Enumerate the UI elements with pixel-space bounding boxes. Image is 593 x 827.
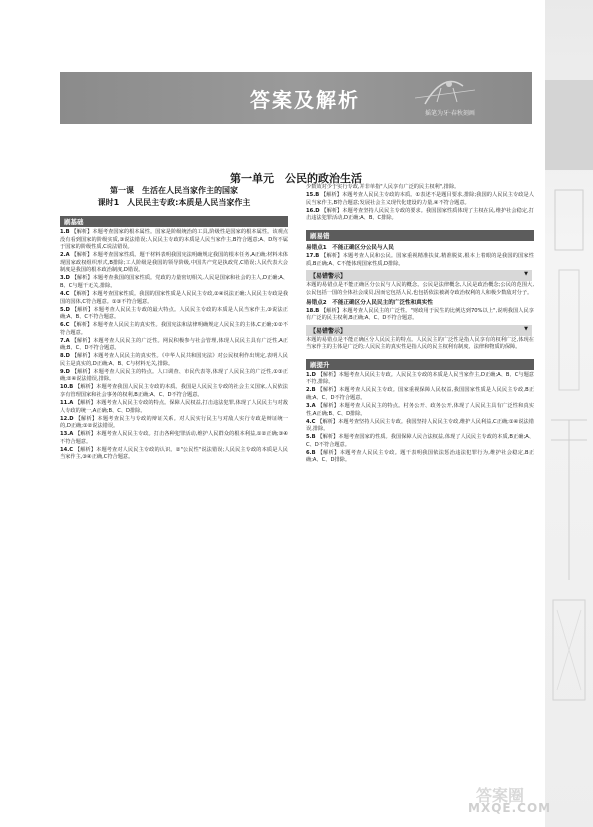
answer-number: 17.B — [306, 253, 322, 260]
answer-number: 6.B — [306, 449, 318, 456]
answer-explanation: 【解析】本题考查人民民主专政。打击各种犯罪活动,维护人民群众的根本利益,①②正确;③④不符合题意。 — [60, 431, 288, 445]
answer-item — [306, 403, 534, 418]
top-margin — [0, 0, 593, 70]
side-tab — [545, 80, 593, 170]
answer-explanation: 【解析】本题考查民主与专政的辩证关系。对人民实行民主与对敌人实行专政是辩证统一的,D正确;①②说法错误。 — [60, 415, 288, 430]
answer-explanation: 【解析】本题考查国家的根本属性。国家是阶级统治的工具,阶级性是国家的根本属性。该观点没有看到国家的阶级实质,③说法错误;人民民主专政的本质是人民当家作主,B符合题意;A、D均不属于国家的阶级性质,C说法错误。 — [60, 229, 289, 251]
answer-item — [60, 252, 288, 275]
answer-number: 3.D — [60, 275, 72, 282]
answer-number: 1.B — [60, 229, 72, 235]
answer-item — [306, 450, 534, 465]
answer-item — [60, 400, 288, 415]
answer-number: 2.B — [306, 387, 318, 394]
answer-explanation: 【解析】本题考查人民民主专政。国家重视保障人民权益,我国国家性质是人民民主专政,B正确;A、C、D不符合题意。 — [306, 387, 535, 402]
answer-item — [306, 434, 534, 449]
answer-number: 5.B — [306, 434, 318, 441]
answer-explanation: 【解析】本题考查我国的国家性质。党政的力量密切相关,人民是国家和社会的主人,D正确;A、B、C与题干无关,排除。 — [60, 275, 288, 289]
watermark-logo: 答案圈 — [476, 786, 525, 805]
answer-explanation: 【解析】本题考查人民民主专政。人民民主专政的本质是人民当家作主,D正确;A、B、C与题意不符,排除。 — [306, 371, 534, 386]
triangle-down-icon: ▼ — [524, 271, 528, 278]
answer-number: 14.C — [60, 446, 75, 453]
answer-number: 8.D — [60, 353, 72, 360]
answer-explanation: 【解析】本题考查坚持人民民主专政的要求。我国国家性质体现了主权在民,维护社会稳定,打击违法犯罪活动,D正确;A、B、C排除。 — [306, 207, 534, 222]
answer-item — [306, 308, 534, 323]
answer-item — [306, 253, 534, 268]
answer-item — [306, 192, 534, 207]
answer-explanation: 【解析】本题考查对人民民主专政的认识。②"公民性"说法错误;人民民主专政的本质是人民当家作主,③④正确,C符合题意。 — [60, 446, 288, 461]
calligraphy-figure-icon — [405, 76, 485, 106]
answer-explanation: 【解析】本题考查人民民主的真实性。我国宪法和法律明确规定人民民主的主体,C正确;①②不符合题意。 — [60, 322, 288, 336]
answer-explanation: 【解析】本题考查人民民主的特点。人口调查、市民代表等,体现了人民民主的广泛性,①③正确;②④说法错误,排除。 — [60, 368, 288, 383]
title-banner — [60, 72, 532, 124]
banner-subtitle: 摇笔为牙·春秋刻画 — [425, 110, 475, 117]
answer-item — [60, 275, 288, 290]
warning-title-1: 【易错警示】 — [310, 273, 347, 281]
watermark-text: MXQE.COM — [468, 801, 552, 815]
answer-number: 9.D — [60, 368, 72, 375]
right-column — [306, 184, 534, 465]
warning-title-2: 【易错警示】 — [310, 327, 347, 335]
unit-title: 第一单元 公民的政治生活 — [230, 172, 362, 185]
triangle-down-icon: ▼ — [524, 325, 528, 332]
warning-text-2: 本题的易错点是不能正确区分人民民主的特点。人民民主的广泛性是指人民享有的权利广泛,体现在当家作主的主体是广泛的;人民民主的真实性是指人民的民主权利有制度、法律和物质的保障。 — [306, 336, 534, 351]
warning-bar-2 — [306, 325, 532, 336]
answer-item — [306, 208, 534, 223]
answer-item — [60, 291, 288, 306]
right-question-list-a — [306, 192, 534, 223]
answer-number: 18.B — [306, 307, 322, 314]
answer-number: 2.A — [60, 252, 72, 259]
answer-item — [60, 384, 288, 399]
answer-explanation: 【解析】本题考查坚持人民民主专政。我国坚持人民民主专政,维护人民利益,C正确;①④说法错误,排除。 — [306, 418, 534, 433]
answer-explanation: 【解析】本题考查人民民主的广泛性。"财政用于民生的比例达到70%以上",说明我国人民享有广泛的民主权利,B正确;A、C、D不符合题意。 — [306, 307, 534, 322]
answer-explanation: 【解析】本题考查国家性质。题干材料表明我国宪法明确规定我国的根本任务,A正确;材料未体现国家政权组织形式,B排除;工人阶级是我国的领导阶级,中国共产党是执政党,C错误;人民代表大会制度是我国的根本政治制度,D错误。 — [60, 252, 288, 274]
answer-number: 12.D — [60, 415, 76, 422]
answer-number: 4.C — [306, 418, 318, 425]
answer-item — [60, 338, 288, 353]
answer-explanation: 【解析】本题考查国家的性质。我国保障人民合法权益,体现了人民民主专政的本质,B正确;A、C、D不符合题意。 — [306, 434, 535, 448]
answer-item — [60, 416, 288, 431]
answer-number: 15.B — [306, 191, 322, 198]
error-point-2: 易错点2 不能正确区分人民民主的广泛性和真实性 — [306, 299, 433, 306]
answer-item — [306, 387, 534, 402]
answer-number: 5.D — [60, 306, 72, 313]
answer-explanation: 【解析】本题考查国家性质。我国的国家性质是人民民主专政,②④说法正确;人民民主专政是我国的国体,C符合题意。①③不符合题意。 — [60, 290, 289, 305]
site-watermark — [468, 783, 558, 823]
left-column — [60, 184, 288, 462]
section-error-bar: 刷易错 — [306, 230, 534, 241]
banner-title: 答案及解析 — [250, 88, 360, 112]
answer-explanation: 【解析】本题考查人民民主的真实性。《中华人民共和国宪法》对公民权利作出规定,表明人民民主是真实的,D正确;A、B、C与材料无关,排除。 — [60, 353, 288, 367]
continued-text: 少数效对少于实行专政,并非单指"人民享有广泛的民主权利",排除。 — [306, 184, 460, 190]
answer-number: 4.C — [60, 290, 72, 297]
section-improve-bar: 刷提升 — [306, 359, 534, 370]
answer-number: 13.A — [60, 431, 76, 438]
answer-item — [306, 372, 534, 387]
answer-number: 7.A — [60, 337, 72, 344]
answer-item — [60, 307, 288, 322]
right-question-list-d — [306, 372, 534, 465]
answer-item — [306, 419, 534, 434]
answer-number: 16.D — [306, 207, 322, 214]
warning-text-1: 本题的易错点是不能正确区分公民与人民的概念。公民是法律概念,人民是政治概念;公民的范围大,公民包括一国的全体社会成员,因而它包括人民,也包括依法被剥夺政治权利的人和极少数敌对分子。 — [306, 282, 534, 296]
answer-explanation: 【解析】本题考查我国人民民主专政的本质。我国是人民民主专政的社会主义国家,人民依法享有管理国家和社会事务的权利,B正确;A、C、D不符合题意。 — [60, 384, 288, 398]
right-question-list-b — [306, 253, 534, 268]
side-building-pattern-icon — [549, 180, 589, 740]
lesson-title: 第一课 生活在人民当家作主的国家 — [110, 186, 238, 195]
right-question-list-c — [306, 308, 534, 323]
answer-explanation: 【解析】本题考查人民民主的广泛性。网民积极参与社会管理,体现人民民主具有广泛性,A正确;B、C、D不符合题意。 — [60, 337, 288, 352]
answer-item — [60, 229, 288, 252]
answer-number: 11.A — [60, 399, 76, 406]
section-basic-bar: 刷基础 — [60, 216, 288, 227]
answer-item — [60, 322, 288, 337]
answer-explanation: 【解析】本题考查人民民主的特点。村务公开、政务公开,体现了人民民主具有广泛性和真实性,A正确;B、C、D排除。 — [306, 403, 534, 417]
answer-item — [60, 369, 288, 384]
answer-number: 6.C — [60, 322, 72, 329]
answer-explanation: 【解析】本题考查人民和公民。国家重视精准扶贫,精准脱贫,根本上着眼的是我国的国家性质,B正确;A、C不能体现国家性质,D排除。 — [306, 253, 534, 267]
left-question-list — [60, 229, 288, 462]
answer-number: 1.D — [306, 371, 318, 378]
answer-item — [60, 353, 288, 368]
answer-explanation: 【解析】本题考查人民民主专政的本质。①表述不是题目要求,排除;我国的人民民主专政是人民当家作主,B符合题意;发展社会主义现代化建设的力量,④不符合题意。 — [306, 191, 534, 206]
answer-item — [60, 447, 288, 462]
answer-item — [60, 431, 288, 446]
error-point-1: 易错点1 不能正确区分公民与人民 — [306, 245, 394, 252]
answer-explanation: 【解析】本题考查人民民主专政。题干表明我国依法惩治违法犯罪行为,维护社会稳定,B正确;A、C、D排除。 — [306, 449, 535, 464]
answer-number: 3.A — [306, 403, 318, 410]
answer-explanation: 【解析】本题考查人民民主专政的特点。保障人民权益,打击违法犯罪,体现了人民民主与对敌人专政的统一,A正确;B、C、D排除。 — [60, 399, 288, 414]
warning-bar-1 — [306, 270, 532, 281]
side-decoration — [545, 0, 593, 827]
lesson-subtitle: 课时1 人民民主专政:本质是人民当家作主 — [97, 198, 251, 207]
answer-explanation: 【解析】本题考查人民民主专政的最大特点。人民民主专政的本质是人民当家作主,③说法正确;A、B、C不符合题意。 — [60, 306, 288, 321]
answer-number: 10.B — [60, 384, 76, 391]
